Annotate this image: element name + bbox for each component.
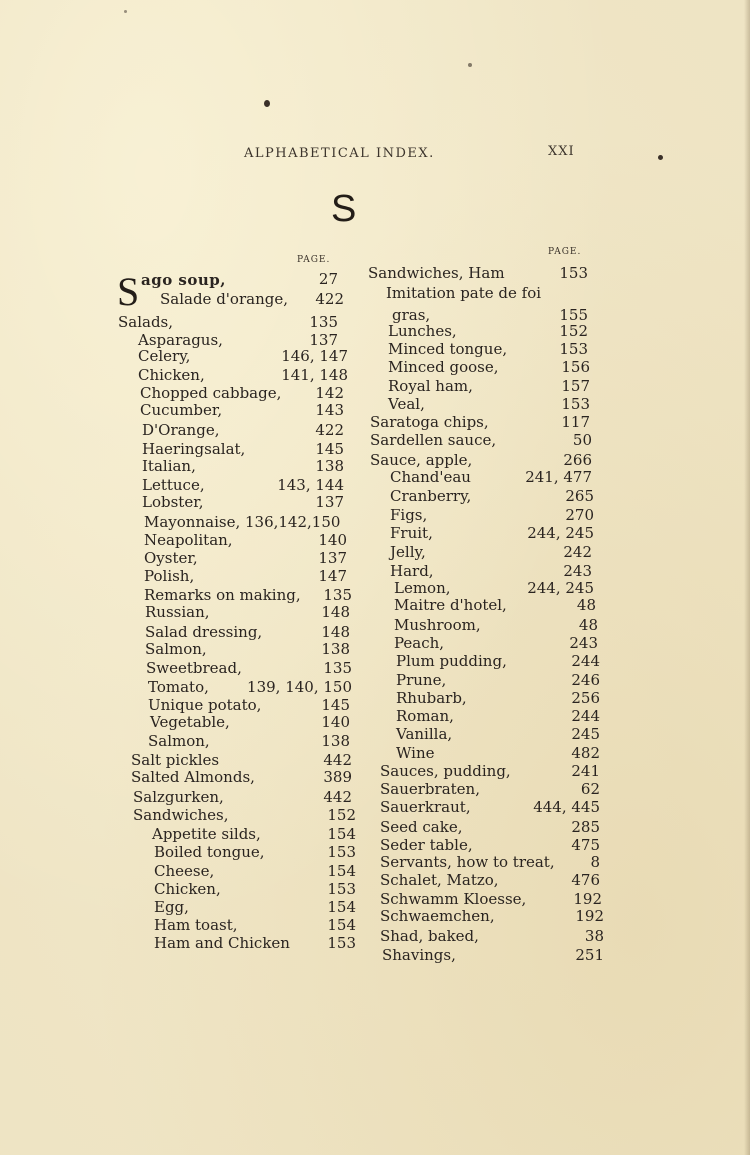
index-page-ref: 48: [578, 616, 598, 634]
index-page-ref: 154: [327, 825, 356, 843]
index-page-ref: 270: [565, 506, 594, 524]
index-entry: Boiled tongue,: [154, 843, 265, 861]
index-entry: Sauce, apple,: [370, 451, 473, 469]
index-entry: Salmon,: [148, 732, 210, 750]
index-page-ref: 148: [321, 603, 350, 621]
index-entry: Russian,: [145, 603, 210, 621]
index-page-ref: 8: [590, 853, 600, 871]
index-entry: Salmon,: [145, 640, 207, 658]
index-entry: Sauerbraten,: [380, 780, 480, 798]
index-entry: Sardellen sauce,: [370, 431, 497, 449]
index-page-ref: 442: [323, 788, 352, 806]
index-page-ref: 154: [327, 898, 356, 916]
index-entry: Chicken,: [154, 880, 221, 898]
index-entry: Asparagus,: [138, 331, 223, 349]
index-page-ref: 192: [575, 907, 604, 925]
index-page-ref: 285: [571, 818, 600, 836]
index-page-ref: 148: [321, 623, 350, 641]
index-entry: Prune,: [396, 671, 447, 689]
index-entry: Salade d'orange,: [160, 290, 288, 308]
index-entry: Tomato,: [148, 678, 209, 696]
index-entry: Roman,: [396, 707, 454, 725]
index-entry: Mayonnaise, 136,142,150: [144, 513, 341, 531]
index-entry: Royal ham,: [388, 377, 473, 395]
index-page-ref: 241, 477: [525, 468, 592, 486]
index-page-ref: 48: [576, 596, 596, 614]
index-entry: Sandwiches,: [133, 806, 229, 824]
index-page-ref: 242: [563, 543, 592, 561]
index-page-ref: 135: [309, 313, 338, 331]
index-page-ref: 192: [573, 890, 602, 908]
index-entry: Salt pickles: [131, 751, 220, 769]
ink-speck: [124, 10, 127, 13]
index-entry: Ham toast,: [154, 916, 238, 934]
index-page-ref: 245: [571, 725, 600, 743]
index-page-ref: 244: [571, 652, 600, 670]
index-entry: Sauces, pudding,: [380, 762, 511, 780]
index-entry: Lettuce,: [142, 476, 205, 494]
index-entry: Servants, how to treat,: [380, 853, 555, 871]
index-entry: D'Orange,: [142, 421, 220, 439]
index-entry: Sweetbread,: [146, 659, 242, 677]
index-entry: Minced goose,: [388, 358, 499, 376]
running-title: ALPHABETICAL INDEX.: [244, 146, 435, 161]
index-page-ref: 50: [572, 431, 592, 449]
index-page-ref: 155: [559, 306, 588, 324]
index-page-ref: 117: [561, 413, 590, 431]
index-page-ref: 138: [321, 732, 350, 750]
index-entry: Vegetable,: [150, 713, 230, 731]
index-entry: Shad, baked,: [380, 927, 479, 945]
ink-speck: [264, 100, 270, 107]
index-entry: Seder table,: [380, 836, 473, 854]
index-entry: Rhubarb,: [396, 689, 467, 707]
index-page-ref: 153: [561, 395, 590, 413]
index-page-ref: 145: [315, 440, 344, 458]
index-entry: Figs,: [390, 506, 428, 524]
index-page-ref: 141, 148: [281, 366, 348, 384]
index-page-ref: 153: [327, 843, 356, 861]
index-entry: Chopped cabbage,: [140, 384, 282, 402]
index-page-ref: 246: [571, 671, 600, 689]
index-entry: Fruit,: [390, 524, 433, 542]
left-column-heading: PAGE.: [297, 255, 331, 265]
index-page-ref: 244: [571, 707, 600, 725]
index-page-ref: 153: [327, 934, 356, 952]
index-entry: Maitre d'hotel,: [394, 596, 507, 614]
index-page-ref: 153: [559, 264, 588, 282]
index-page-ref: 153: [327, 880, 356, 898]
page-number: XXI: [548, 144, 575, 159]
index-page-ref: 476: [571, 871, 600, 889]
index-page-ref: 137: [315, 493, 344, 511]
section-letter: S: [331, 188, 357, 230]
index-page-ref: 442: [323, 751, 352, 769]
index-page-ref: 157: [561, 377, 590, 395]
index-page-ref: 243: [563, 562, 592, 580]
index-entry: Schalet, Matzo,: [380, 871, 499, 889]
index-entry: Shavings,: [382, 946, 456, 964]
index-entry: Oyster,: [144, 549, 198, 567]
index-entry: Chicken,: [138, 366, 205, 384]
index-entry: Ham and Chicken: [154, 934, 290, 952]
index-page-ref: 244, 245: [527, 579, 594, 597]
index-page-ref: 244, 245: [527, 524, 594, 542]
index-entry: Celery,: [138, 347, 191, 365]
index-entry: Salted Almonds,: [131, 768, 255, 786]
index-entry: Peach,: [394, 634, 445, 652]
index-page-ref: 444, 445: [533, 798, 600, 816]
index-entry: Appetite silds,: [152, 825, 261, 843]
index-page-ref: 137: [318, 549, 347, 567]
index-page-ref: 135: [323, 659, 352, 677]
index-page-ref: 422: [315, 290, 344, 308]
index-entry: Unique potato,: [148, 696, 262, 714]
index-page-ref: 243: [569, 634, 598, 652]
index-page-ref: 475: [571, 836, 600, 854]
index-entry: Seed cake,: [380, 818, 463, 836]
index-entry: Imitation pate de foi: [386, 284, 542, 302]
index-page-ref: 146, 147: [281, 347, 348, 365]
index-entry: Hard,: [390, 562, 434, 580]
index-page-ref: 137: [309, 331, 338, 349]
index-entry: Cranberry,: [390, 487, 472, 505]
index-page-ref: 138: [315, 457, 344, 475]
index-entry: Schwaemchen,: [380, 907, 495, 925]
index-entry: Haeringsalat,: [142, 440, 246, 458]
index-entry: Vanilla,: [396, 725, 453, 743]
index-entry: Italian,: [142, 457, 196, 475]
index-entry: Salad dressing,: [145, 623, 263, 641]
index-page-ref: 140: [321, 713, 350, 731]
index-page-ref: 154: [327, 916, 356, 934]
index-entry: Neapolitan,: [144, 531, 233, 549]
index-page-ref: 422: [315, 421, 344, 439]
index-page-ref: 135: [323, 586, 352, 604]
index-page-ref: 241: [571, 762, 600, 780]
index-page-ref: 143: [315, 401, 344, 419]
index-entry: Minced tongue,: [388, 340, 508, 358]
index-page-ref: 140: [318, 531, 347, 549]
page-header: [0, 146, 750, 166]
index-entry: Lemon,: [394, 579, 451, 597]
index-page-ref: 152: [559, 322, 588, 340]
index-page-ref: 145: [321, 696, 350, 714]
index-entry: Cheese,: [154, 862, 215, 880]
index-entry: Sandwiches, Ham: [368, 264, 505, 282]
index-entry: Lobster,: [142, 493, 204, 511]
index-page-ref: 139, 140, 150: [247, 678, 352, 696]
index-entry: Wine: [396, 744, 435, 762]
index-entry: Schwamm Kloesse,: [380, 890, 527, 908]
index-entry: Mushroom,: [394, 616, 481, 634]
index-page-ref: 38: [584, 927, 604, 945]
first-entry-text: ago soup,: [141, 271, 227, 289]
index-entry: Egg,: [154, 898, 189, 916]
index-entry: Salzgurken,: [133, 788, 224, 806]
index-entry: Cucumber,: [140, 401, 223, 419]
index-entry: Polish,: [144, 567, 195, 585]
index-page-ref: 142: [315, 384, 344, 402]
index-page-ref: 62: [580, 780, 600, 798]
index-entry: gras,: [392, 306, 431, 324]
ink-speck: [468, 63, 472, 67]
index-entry: Salads,: [118, 313, 174, 331]
index-page-ref: 147: [318, 567, 347, 585]
index-page-ref: 251: [575, 946, 604, 964]
index-page-ref: 482: [571, 744, 600, 762]
index-entry: Plum pudding,: [396, 652, 507, 670]
index-entry: Chand'eau: [390, 468, 471, 486]
first-entry-page: 27: [318, 270, 338, 288]
page-edge-shadow: [744, 0, 750, 1155]
right-column-heading: PAGE.: [548, 247, 582, 257]
index-page-ref: 265: [565, 487, 594, 505]
index-page-ref: 154: [327, 862, 356, 880]
index-page-ref: 152: [327, 806, 356, 824]
index-entry: Remarks on making,: [144, 586, 301, 604]
index-page-ref: 389: [323, 768, 352, 786]
index-page-ref: 156: [561, 358, 590, 376]
index-page-ref: 143, 144: [277, 476, 344, 494]
index-page-ref: 138: [321, 640, 350, 658]
index-page-ref: 153: [559, 340, 588, 358]
index-page-ref: 266: [563, 451, 592, 469]
index-page-ref: 256: [571, 689, 600, 707]
index-entry: Lunches,: [388, 322, 457, 340]
index-entry: Saratoga chips,: [370, 413, 489, 431]
index-entry: Jelly,: [390, 543, 426, 561]
index-entry: Veal,: [388, 395, 425, 413]
drop-cap: S: [117, 269, 140, 314]
index-entry: Sauerkraut,: [380, 798, 471, 816]
